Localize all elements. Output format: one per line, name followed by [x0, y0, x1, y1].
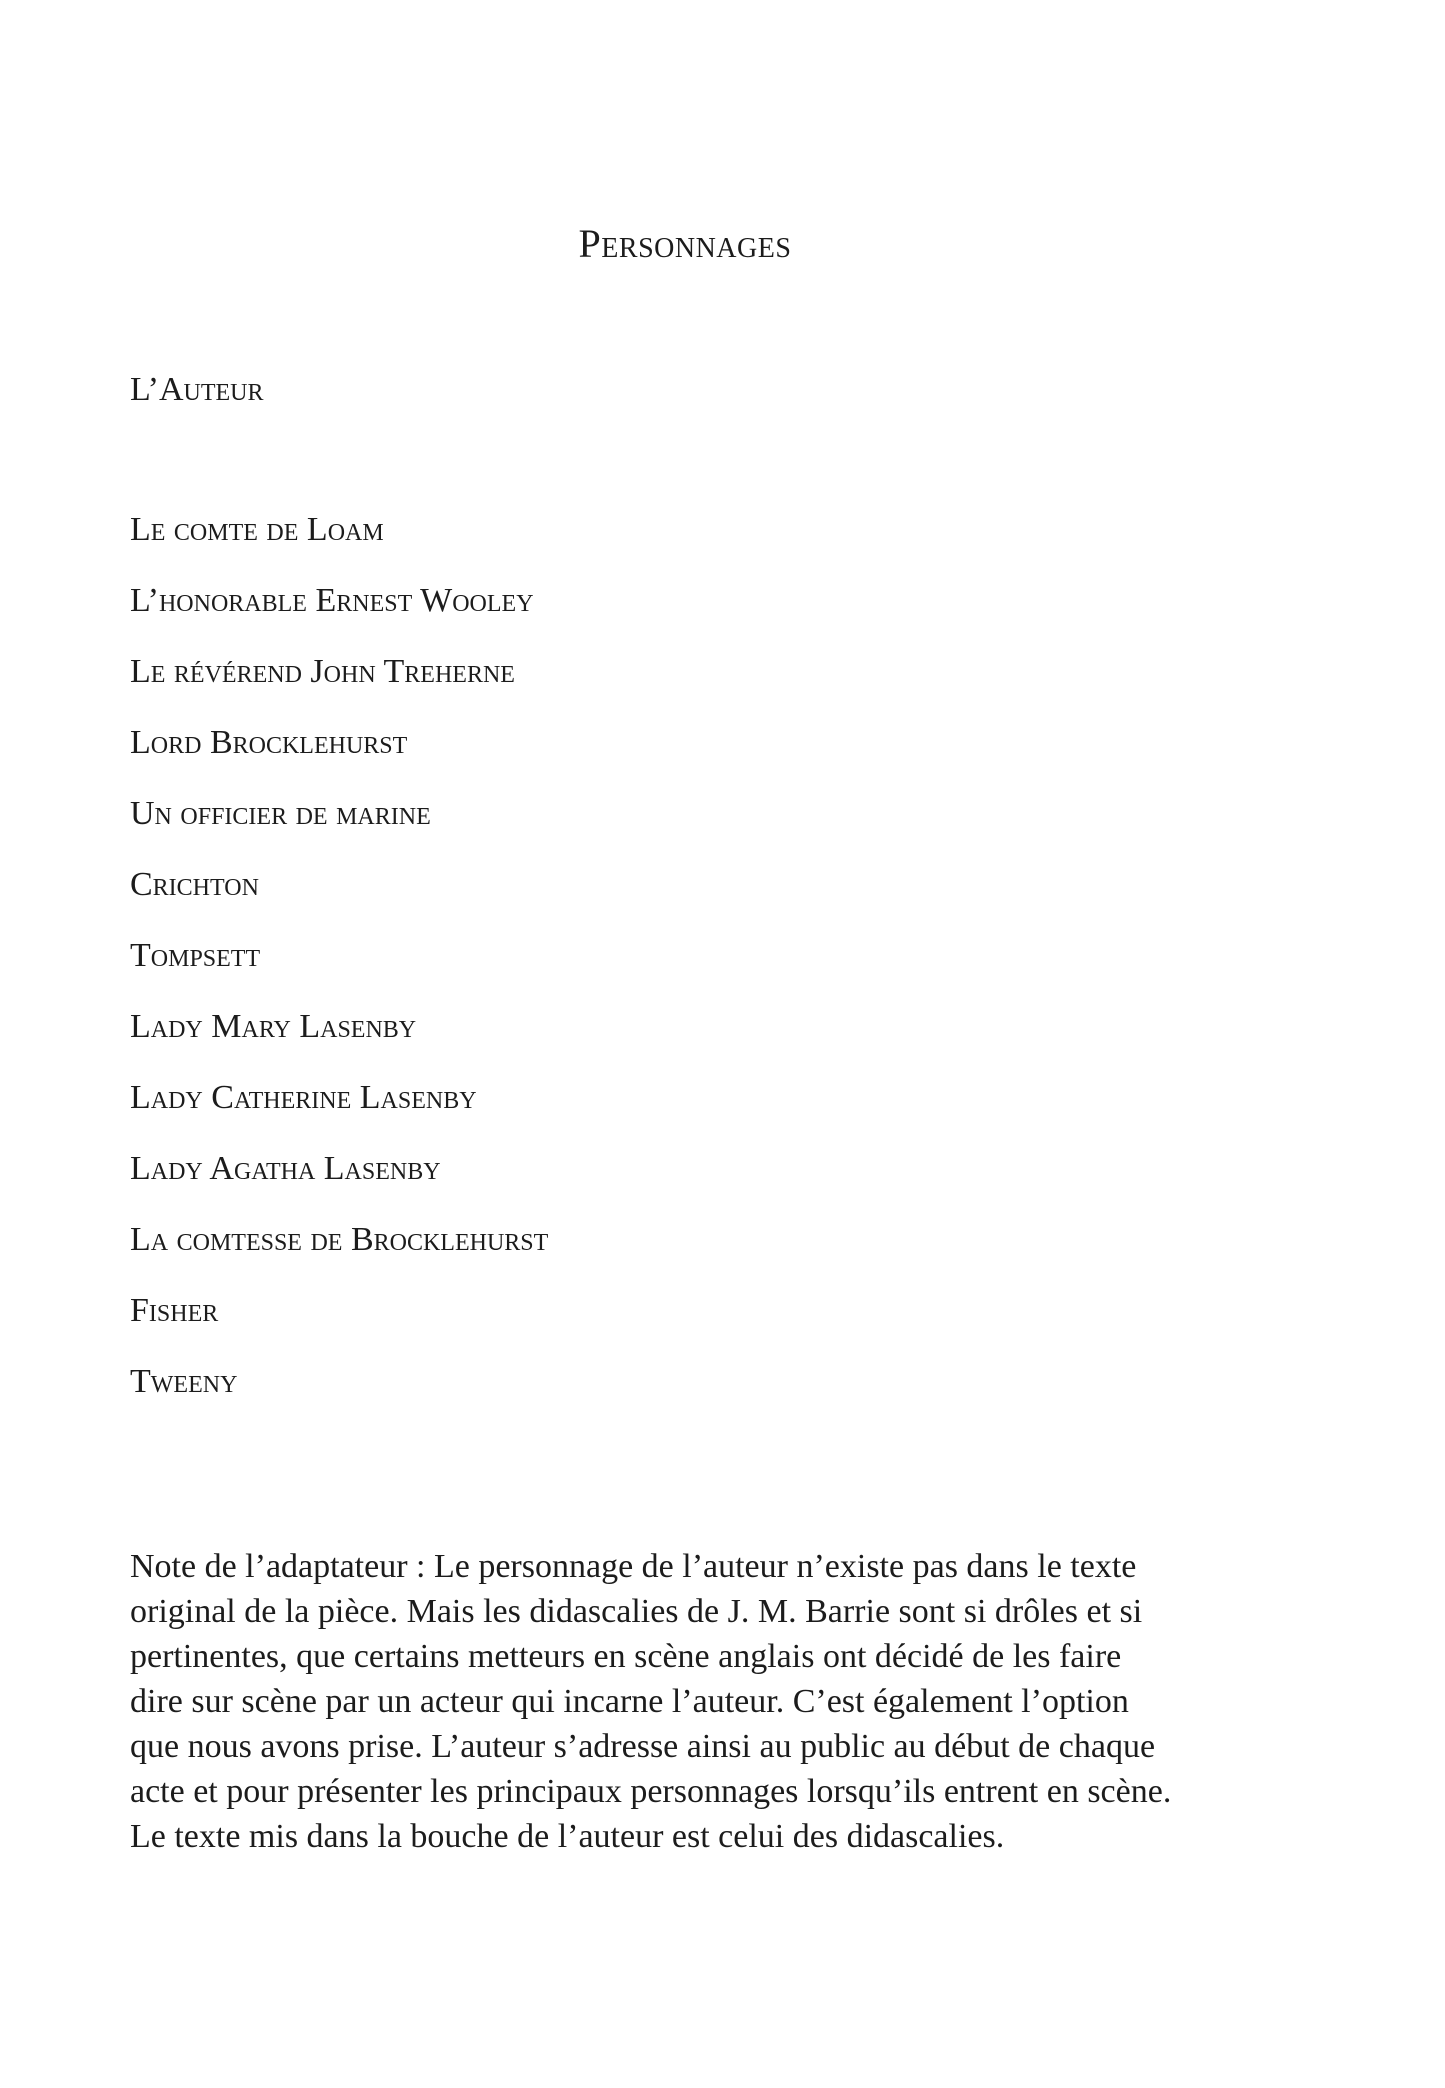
cast-item: Tweeny [130, 1363, 238, 1400]
character-author: L’Auteur [130, 371, 264, 408]
cast-item: Le comte de Loam [130, 511, 384, 548]
note-line: Le texte mis dans la bouche de l’auteur est celui des didascalies. [130, 1818, 1005, 1855]
cast-item: Lady Catherine Lasenby [130, 1079, 477, 1116]
note-line: acte et pour présenter les principaux personnages lorsqu’ils entrent en scène. [130, 1773, 1172, 1810]
cast-item: L’honorable Ernest Wooley [130, 582, 534, 619]
cast-list [130, 508, 548, 1431]
cast-item: Lord Brocklehurst [130, 724, 408, 761]
cast-item: Un officier de marine [130, 795, 431, 832]
note-line: pertinentes, que certains metteurs en scène anglais ont décidé de les faire [130, 1638, 1122, 1675]
adapter-note [130, 1544, 1240, 1859]
cast-item: Lady Agatha Lasenby [130, 1150, 441, 1187]
cast-item: La comtesse de Brocklehurst [130, 1221, 549, 1258]
cast-item: Fisher [130, 1292, 219, 1329]
note-line: original de la pièce. Mais les didascalies de J. M. Barrie sont si drôles et si [130, 1593, 1143, 1630]
cast-item: Tompsett [130, 937, 261, 974]
cast-item: Le révérend John Treherne [130, 653, 515, 690]
note-line: Note de l’adaptateur : Le personnage de l’auteur n’existe pas dans le texte [130, 1548, 1137, 1585]
note-line: que nous avons prise. L’auteur s’adresse ainsi au public au début de chaque [130, 1728, 1156, 1765]
page-title: Personnages [578, 221, 792, 266]
cast-item: Lady Mary Lasenby [130, 1008, 417, 1045]
note-line: dire sur scène par un acteur qui incarne l’auteur. C’est également l’option [130, 1683, 1129, 1720]
cast-item: Crichton [130, 866, 259, 903]
